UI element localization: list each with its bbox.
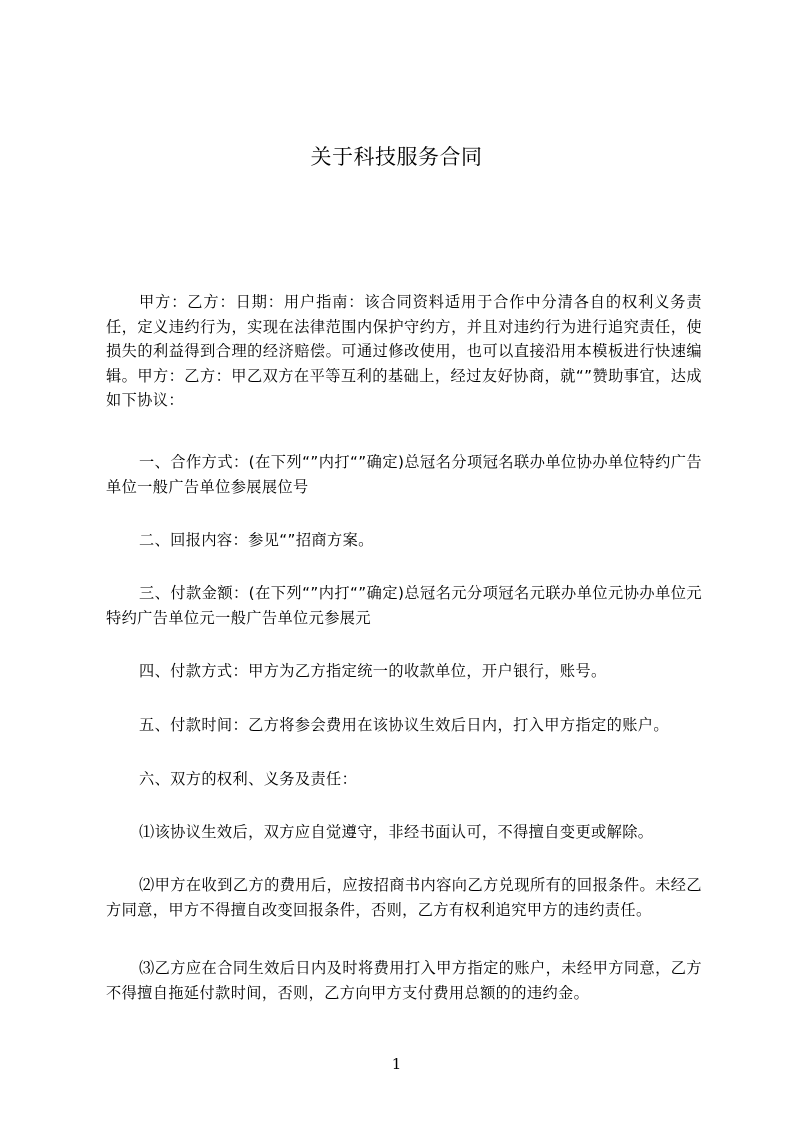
clause-3-paragraph: ⑶乙方应在合同生效后日内及时将费用打入甲方指定的账户，未经甲方同意，乙方不得擅自拖延付款时间，否则，乙方向甲方支付费用总额的的违约金。	[106, 959, 702, 1002]
clause-2-paragraph: ⑵甲方在收到乙方的费用后，应按招商书内容向乙方兑现所有的回报条件。未经乙方同意，甲方不得擅自改变回报条件，否则，乙方有权利追究甲方的违约责任。	[106, 876, 702, 919]
clause-1-paragraph: ⑴该协议生效后，双方应自觉遵守，非经书面认可，不得擅自变更或解除。	[139, 823, 654, 841]
payment-amount-paragraph: 三、付款金额：(在下列“”内打“”确定)总冠名元分项冠名元联办单位元协办单位元特约广告单位元一般广告单位元参展元	[106, 584, 702, 627]
page-number: 1	[391, 1055, 402, 1073]
rights-obligations-heading: 六、双方的权利、义务及责任：	[139, 770, 358, 788]
intro-paragraph: 甲方：乙方：日期：用户指南：该合同资料适用于合作中分清各自的权利义务责任，定义违约行为，实现在法律范围内保护守约方，并且对违约行为进行追究责任，使损失的利益得到合理的经济赔偿。可通过修改使用，也可以直接沿用本模板进行快速编辑。甲方：乙方：甲乙双方在平等互利的基础上，经过友好协商，就“”赞助事宜，达成如下协议：	[106, 293, 702, 409]
return-content-paragraph: 二、回报内容：参见“”招商方案。	[139, 531, 374, 549]
payment-time-paragraph: 五、付款时间：乙方将参会费用在该协议生效后日内，打入甲方指定的账户。	[139, 716, 669, 734]
payment-method-paragraph: 四、付款方式：甲方为乙方指定统一的收款单位，开户银行，账号。	[139, 662, 607, 680]
cooperation-method-paragraph: 一、合作方式：(在下列“”内打“”确定)总冠名分项冠名联办单位协办单位特约广告单位一般广告单位参展展位号	[106, 453, 702, 496]
document-title: 关于科技服务合同	[310, 145, 483, 169]
